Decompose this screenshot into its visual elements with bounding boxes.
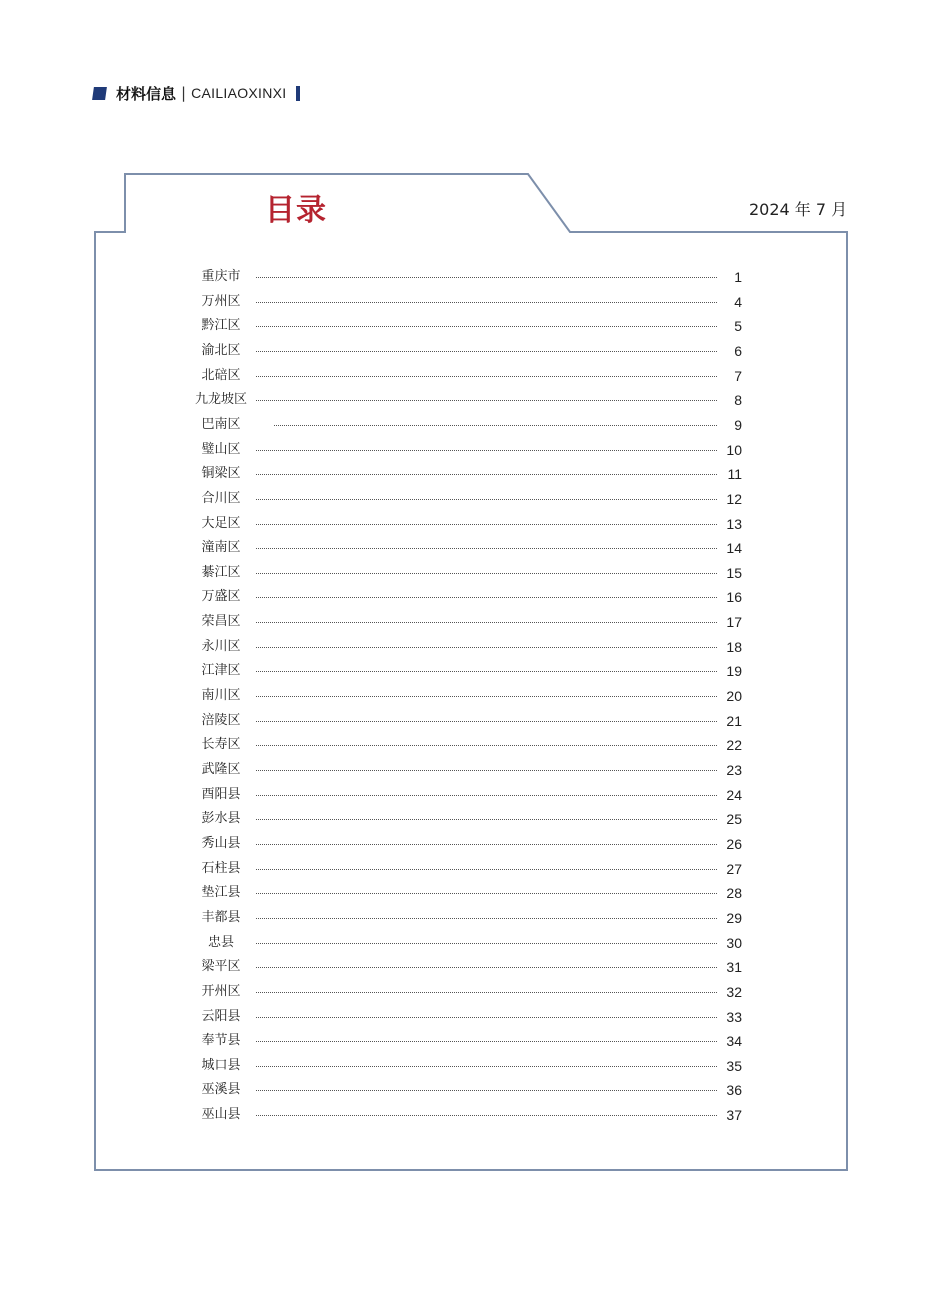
toc-entry-page: 25 [726,811,742,828]
toc-entry-name: 荣昌区 [201,614,241,630]
toc-entry[interactable] [0,1103,950,1127]
toc-leader-dots [256,967,717,968]
toc-entry[interactable] [0,1005,950,1029]
issue-date: 2024 年 7 月 [749,200,848,219]
header-title-cn: 材料信息 [116,84,177,103]
toc-entry-page: 12 [726,490,742,507]
toc-leader-dots [256,918,717,919]
toc-leader-dots [256,1115,717,1116]
toc-entry-name: 巴南区 [201,416,241,432]
toc-entry-page: 1 [734,269,742,285]
toc-entry-page: 27 [726,860,742,877]
toc-entry-name: 綦江区 [201,564,241,580]
toc-entry[interactable] [0,807,950,831]
toc-entry-name: 忠县 [207,934,234,950]
toc-leader-dots [256,721,717,722]
toc-leader-dots [256,795,717,796]
toc-entry-name: 长寿区 [201,737,241,753]
toc-leader-dots [256,1017,717,1018]
toc-entry[interactable] [0,413,950,437]
toc-entry[interactable] [0,709,950,733]
toc-entry[interactable] [0,783,950,807]
toc-entry-page: 36 [726,1082,742,1099]
toc-entry[interactable] [0,438,950,462]
toc-entry-name: 武隆区 [201,762,241,777]
toc-entry[interactable] [0,857,950,881]
toc-entry-page: 26 [726,835,742,852]
toc-entry[interactable] [0,659,950,683]
toc-entry-name: 奉节县 [201,1033,241,1049]
toc-entry-name: 彭水县 [201,811,241,827]
toc-entry-page: 4 [734,293,742,310]
toc-entry[interactable] [0,487,950,511]
toc-entry[interactable] [0,955,950,979]
toc-leader-dots [256,400,717,401]
toc-leader-dots [256,302,717,303]
toc-entry-name: 璧山区 [201,441,241,457]
toc-leader-dots [256,992,717,993]
toc-entry-page: 21 [726,712,742,729]
toc-leader-dots [256,893,717,894]
toc-leader-dots [256,844,717,845]
toc-entry[interactable] [0,290,950,314]
toc-entry-page: 31 [726,959,742,976]
toc-entry-name: 涪陵区 [201,712,241,728]
toc-entry[interactable] [0,265,950,289]
toc-entry-page: 24 [726,786,742,803]
toc-leader-dots [256,745,717,746]
toc-entry[interactable] [0,758,950,782]
toc-entry-name: 合川区 [201,490,241,506]
toc-entry[interactable] [0,931,950,955]
toc-entry[interactable] [0,881,950,905]
header-separator: | [181,84,187,102]
toc-entry-page: 28 [726,885,742,902]
toc-entry-name: 云阳县 [201,1008,241,1024]
toc-entry-page: 34 [726,1033,742,1050]
toc-entry-page: 17 [726,614,742,631]
toc-entry-page: 37 [726,1107,742,1124]
toc-entry-name: 万州区 [201,293,241,309]
toc-leader-dots [256,277,717,278]
toc-entry[interactable] [0,1078,950,1102]
toc-entry-page: 35 [726,1057,742,1074]
toc-leader-dots [256,326,717,327]
toc-entry[interactable] [0,635,950,659]
toc-entry[interactable] [0,339,950,363]
toc-entry-name: 丰都县 [201,909,241,925]
toc-leader-dots [256,647,717,648]
toc-leader-dots [256,376,717,377]
toc-title: 目录 [265,193,327,228]
toc-leader-dots [256,770,717,771]
toc-entry-page: 9 [734,416,742,433]
toc-entry[interactable] [0,388,950,412]
toc-entry-page: 14 [726,540,742,557]
toc-entry-page: 15 [726,564,742,581]
toc-leader-dots [274,425,717,426]
toc-entry-name: 巫溪县 [201,1082,241,1098]
toc-entry-name: 酉阳县 [201,786,241,802]
toc-entry[interactable] [0,536,950,560]
toc-entry-page: 7 [734,367,742,384]
toc-leader-dots [256,499,717,500]
toc-leader-dots [256,1090,717,1091]
toc-leader-dots [256,696,717,697]
toc-entry-name: 城口县 [201,1057,241,1073]
toc-entry-name: 铜梁区 [201,466,241,482]
toc-entry-page: 22 [726,737,742,754]
toc-entry-page: 19 [726,663,742,680]
toc-leader-dots [256,1041,717,1042]
toc-entry[interactable] [0,684,950,708]
toc-entry-page: 18 [726,638,742,655]
toc-entry-name: 九龙坡区 [194,392,247,408]
toc-entry[interactable] [0,512,950,536]
toc-entry[interactable] [0,733,950,757]
toc-entry-name: 潼南区 [201,540,241,556]
toc-leader-dots [256,474,717,475]
toc-entry[interactable] [0,610,950,634]
toc-leader-dots [256,597,717,598]
toc-leader-dots [256,943,717,944]
header-title-en: CAILIAOXINXI [191,85,287,101]
toc-entry[interactable] [0,585,950,609]
toc-entry-page: 8 [734,392,742,409]
toc-entry-name: 大足区 [201,515,241,531]
toc-entry[interactable] [0,980,950,1004]
toc-entry-name: 石柱县 [201,860,241,876]
toc-entry-name: 秀山县 [201,835,241,851]
toc-entry[interactable] [0,832,950,856]
toc-entry-page: 6 [734,342,742,359]
toc-entry[interactable] [0,561,950,585]
toc-entry-page: 5 [734,318,742,335]
toc-leader-dots [256,573,717,574]
toc-entry[interactable] [0,314,950,338]
toc-entry-name: 垫江县 [201,885,241,901]
toc-leader-dots [256,1066,717,1067]
toc-entry-name: 渝北区 [201,342,241,358]
toc-leader-dots [256,351,717,352]
toc-entry-name: 万盛区 [201,589,241,605]
toc-entry[interactable] [0,364,950,388]
toc-entry-name: 南川区 [201,688,241,704]
toc-entry-name: 黔江区 [201,318,241,334]
toc-entry-name: 永川区 [201,638,241,654]
toc-leader-dots [256,819,717,820]
toc-leader-dots [256,450,717,451]
toc-entry-page: 20 [726,688,742,705]
toc-entry-name: 巫山县 [201,1107,241,1123]
toc-entry-page: 29 [726,909,742,926]
toc-entry-page: 23 [726,762,742,778]
toc-leader-dots [256,548,717,549]
toc-entry-page: 30 [726,934,742,951]
toc-entry-name: 江津区 [201,663,241,679]
toc-leader-dots [256,524,717,525]
toc-entry-name: 北碚区 [201,367,241,383]
toc-entry[interactable] [0,1029,950,1053]
toc-entry-page: 16 [726,589,742,606]
toc-entry-page: 11 [727,466,742,483]
toc-entry[interactable] [0,1054,950,1078]
toc-leader-dots [256,622,717,623]
toc-entry-page: 32 [726,983,742,1000]
toc-entry[interactable] [0,462,950,486]
toc-leader-dots [256,869,717,870]
toc-entry-page: 13 [726,515,742,532]
toc-entry-page: 33 [726,1008,742,1025]
toc-entry[interactable] [0,906,950,930]
toc-leader-dots [256,671,717,672]
toc-entry-page: 10 [726,441,742,458]
toc-entry-name: 重庆市 [201,269,241,284]
toc-entry-name: 开州区 [201,983,241,999]
toc-entry-name: 梁平区 [201,959,241,975]
